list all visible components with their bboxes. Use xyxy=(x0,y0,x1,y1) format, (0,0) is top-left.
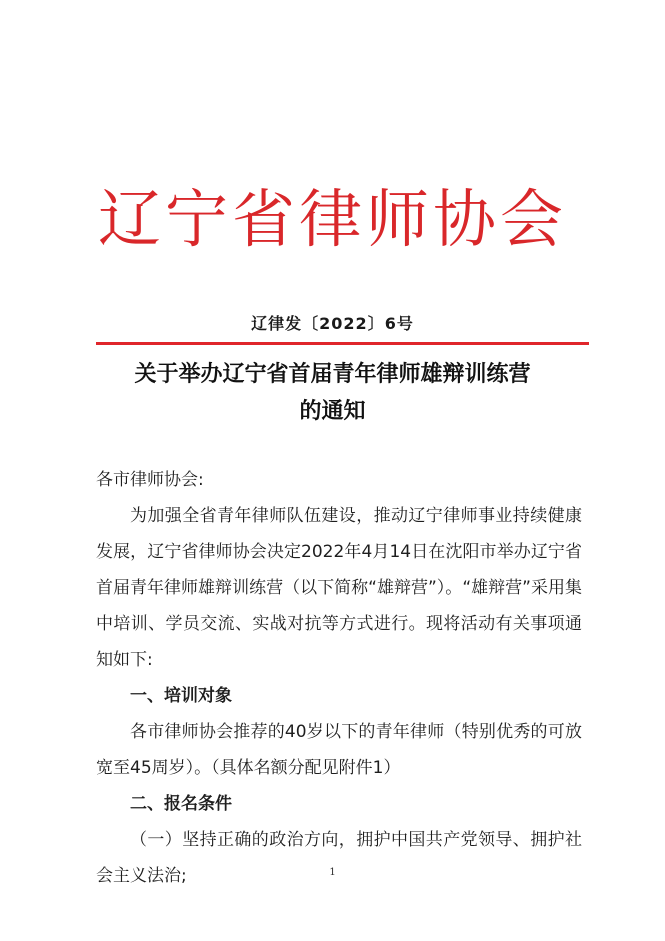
document-number: 辽律发〔2022〕6号 xyxy=(251,314,414,333)
notice-title xyxy=(0,356,665,430)
red-divider-line xyxy=(96,342,589,345)
section-text-training-target: 各市律师协会推荐的40岁以下的青年律师（特别优秀的可放宽至45周岁）。（具体名额分配见附件1） xyxy=(96,722,582,778)
notice-title-line-2: 的通知 xyxy=(299,398,366,424)
document-body xyxy=(96,462,582,894)
registration-condition-item-1: （一）坚持正确的政治方向，拥护中国共产党领导、拥护社会主义法治; xyxy=(96,830,582,886)
salutation: 各市律师协会: xyxy=(96,470,204,490)
section-heading-training-target: 一、培训对象 xyxy=(130,686,232,706)
intro-paragraph: 为加强全省青年律师队伍建设，推动辽宁律师事业持续健康发展，辽宁省律师协会决定2022年4月14日在沈阳市举办辽宁省首届青年律师雄辩训练营（以下简称“雄辩营”）。“雄辩营”采用集中培训、学员交流、实战对抗等方式进行。现将活动有关事项通知如下: xyxy=(96,506,582,670)
page-number: 1 xyxy=(329,867,336,878)
issuing-organization-header: 辽宁省律师协会 xyxy=(98,183,567,256)
section-heading-registration-conditions: 二、报名条件 xyxy=(130,794,232,814)
notice-title-line-1: 关于举办辽宁省首届青年律师雄辩训练营 xyxy=(134,361,531,387)
